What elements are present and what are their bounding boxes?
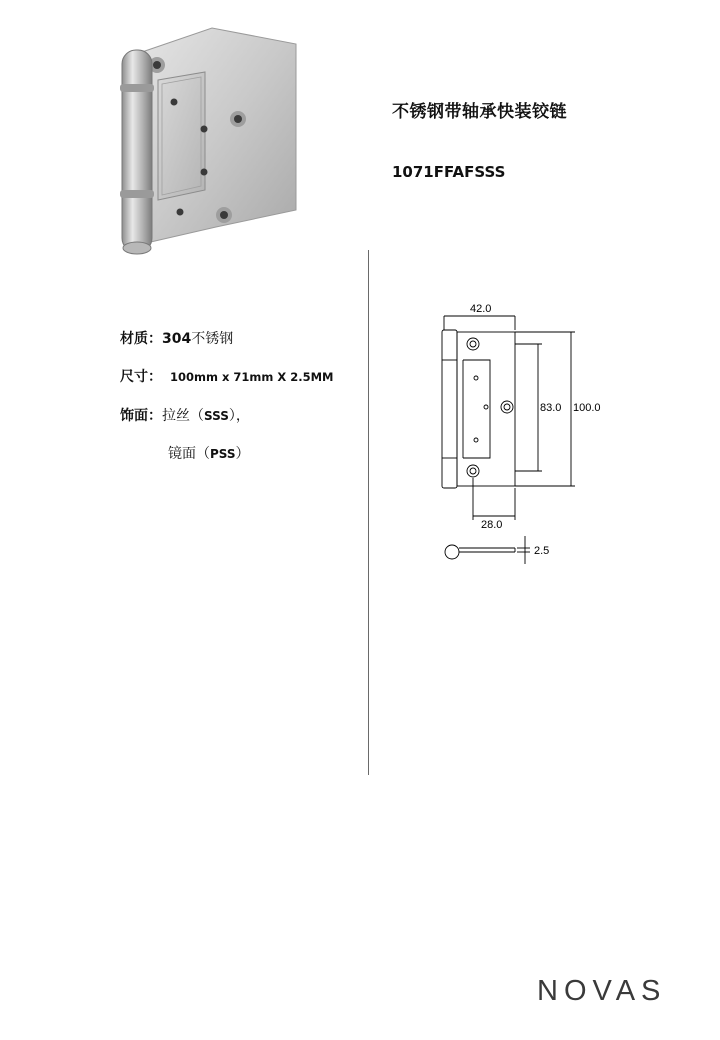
finish-mirror-name: 镜面（ <box>168 446 210 462</box>
dim-width-top: 42.0 <box>470 303 492 315</box>
technical-drawing <box>430 298 601 568</box>
material-value: 304 <box>162 331 192 347</box>
vertical-divider <box>368 250 369 775</box>
finish-label: 饰面： <box>120 408 162 424</box>
hinge-product-photo <box>100 22 305 262</box>
logo-text: NOVAS <box>537 975 667 1007</box>
novas-logo <box>537 968 669 1008</box>
spec-finish <box>120 405 250 425</box>
finish-brushed-name: 拉丝（ <box>162 408 204 424</box>
finish-mirror-close: ） <box>235 446 250 462</box>
product-title: 不锈钢带轴承快装铰链 <box>392 102 567 122</box>
dim-height: 100.0 <box>573 402 601 414</box>
model-number: 1071FFAFSSS <box>392 163 506 181</box>
finish-brushed-code: SSS <box>204 409 229 423</box>
spec-size <box>120 366 334 386</box>
finish-mirror-code: PSS <box>210 447 236 461</box>
dim-hole-spacing: 83.0 <box>540 402 562 414</box>
size-label: 尺寸： <box>120 369 162 385</box>
spec-finish-mirror <box>168 443 250 463</box>
spec-material <box>120 328 233 348</box>
size-value: 100mm x 71mm X 2.5MM <box>170 370 334 384</box>
material-suffix: 不锈钢 <box>191 331 234 347</box>
finish-brushed-close: ）， <box>228 408 250 424</box>
dim-thickness: 2.5 <box>534 545 550 557</box>
material-label: 材质： <box>120 331 162 347</box>
dim-width-bottom: 28.0 <box>481 519 503 531</box>
